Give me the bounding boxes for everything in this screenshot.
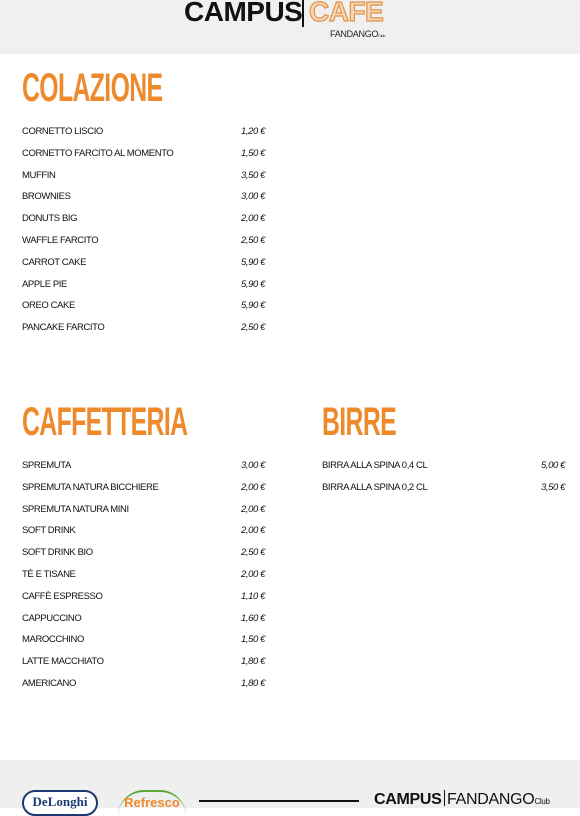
section-caffetteria	[22, 398, 265, 697]
menu-item-price: 2,00 €	[240, 568, 265, 580]
page-header	[0, 0, 580, 54]
menu-item-price: 5,90 €	[240, 300, 265, 312]
menu-item	[22, 276, 265, 298]
menu-item-name: TÈ E TISANE	[22, 568, 76, 580]
menu-item	[22, 522, 265, 544]
menu-item	[22, 675, 265, 697]
menu-list-colazione	[22, 123, 265, 341]
menu-item-price: 1,80 €	[240, 677, 265, 689]
logo-divider	[302, 0, 304, 27]
menu-item	[322, 457, 565, 479]
menu-item-price: 1,50 €	[240, 147, 265, 159]
menu-item-price: 3,50 €	[240, 169, 265, 181]
menu-item-price: 1,50 €	[240, 634, 265, 646]
menu-item-price: 5,90 €	[240, 278, 265, 290]
menu-item-name: AMERICANO	[22, 677, 76, 689]
menu-item-name: MAROCCHINO	[22, 634, 84, 646]
menu-item-name: CORNETTO FARCITO AL MOMENTO	[22, 147, 174, 159]
menu-item	[22, 544, 265, 566]
menu-item-name: BIRRA ALLA SPINA 0,4 CL	[322, 460, 428, 471]
menu-item	[22, 319, 265, 341]
section-colazione	[22, 64, 265, 341]
menu-item-price: 1,60 €	[240, 612, 265, 624]
menu-item	[22, 566, 265, 588]
section-title-colazione: COLAZIONE	[22, 66, 163, 110]
section-title-caffetteria: CAFFETTERIA	[22, 400, 188, 444]
menu-item-name: OREO CAKE	[22, 300, 75, 312]
menu-item	[22, 501, 265, 523]
menu-item-name: CORNETTO LISCIO	[22, 126, 103, 137]
menu-item	[22, 210, 265, 232]
menu-item	[22, 123, 265, 145]
menu-item-price: 2,50 €	[240, 322, 265, 334]
menu-item-price: 3,00 €	[240, 191, 265, 203]
campus-fandango-logo: CAMPUS FANDANGOClub	[374, 791, 550, 808]
menu-item-price: 2,00 €	[240, 503, 265, 515]
menu-item	[22, 479, 265, 501]
menu-item-price: 3,00 €	[240, 460, 265, 471]
menu-item	[22, 653, 265, 675]
menu-list-birre	[322, 457, 565, 501]
logo-cafe-text: CAFE	[309, 0, 384, 27]
footer-divider	[199, 800, 359, 802]
menu-item-price: 5,00 €	[540, 460, 565, 471]
menu-item	[322, 479, 565, 501]
refresco-logo: Refresco	[118, 790, 186, 816]
menu-item-name: SPREMUTA NATURA BICCHIERE	[22, 481, 159, 493]
menu-item-name: PANCAKE FARCITO	[22, 322, 105, 334]
menu-item-name: CARROT CAKE	[22, 256, 87, 268]
menu-item-price: 1,10 €	[240, 590, 265, 602]
menu-item	[22, 588, 265, 610]
menu-item	[22, 457, 265, 479]
page-footer	[0, 760, 580, 808]
menu-item-name: WAFFLE FARCITO	[22, 234, 99, 246]
menu-item	[22, 610, 265, 632]
menu-item	[22, 188, 265, 210]
menu-item-name: MUFFIN	[22, 169, 56, 181]
menu-item-price: 2,50 €	[240, 234, 265, 246]
menu-item-price: 2,50 €	[240, 547, 265, 559]
menu-item-name: APPLE PIE	[22, 278, 67, 290]
menu-item-name: SPREMUTA NATURA MINI	[22, 503, 129, 515]
menu-item-price: 3,50 €	[540, 481, 565, 493]
menu-item-name: SPREMUTA	[22, 460, 71, 471]
menu-item	[22, 232, 265, 254]
menu-item	[22, 297, 265, 319]
menu-item	[22, 254, 265, 276]
logo-fandango-text: FANDANGOClub	[330, 29, 386, 39]
menu-list-caffetteria	[22, 457, 265, 697]
menu-item-name: BIRRA ALLA SPINA 0,2 CL	[322, 481, 428, 493]
logo-campus-text: CAMPUS	[184, 0, 303, 27]
menu-item	[22, 145, 265, 167]
menu-item-price: 2,00 €	[240, 213, 265, 225]
delonghi-logo: DeLonghi	[22, 790, 98, 816]
menu-item	[22, 631, 265, 653]
menu-item-name: CAPPUCCINO	[22, 612, 82, 624]
menu-item-price: 2,00 €	[240, 481, 265, 493]
menu-item-name: SOFT DRINK BIO	[22, 547, 93, 559]
menu-item-name: LATTE MACCHIATO	[22, 656, 104, 668]
menu-item-price: 5,90 €	[240, 256, 265, 268]
menu-item	[22, 167, 265, 189]
section-title-birre: BIRRE	[322, 400, 397, 444]
menu-item-name: BROWNIES	[22, 191, 71, 203]
menu-item-name: DONUTS BIG	[22, 213, 78, 225]
menu-item-price: 1,20 €	[240, 126, 265, 137]
menu-item-name: CAFFÈ ESPRESSO	[22, 590, 103, 602]
menu-item-price: 2,00 €	[240, 525, 265, 537]
menu-item-name: SOFT DRINK	[22, 525, 76, 537]
section-birre	[322, 398, 565, 501]
menu-item-price: 1,80 €	[240, 656, 265, 668]
